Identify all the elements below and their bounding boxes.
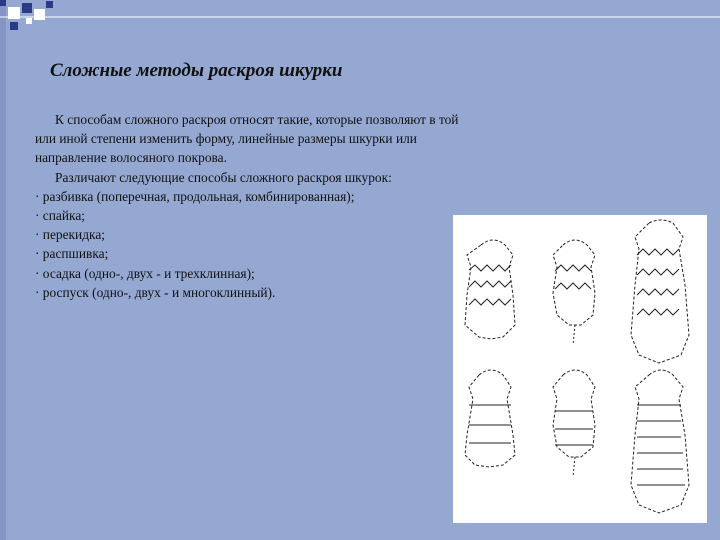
- pelt-drawing: [553, 370, 595, 477]
- methods-list: [35, 187, 465, 302]
- slide-title: Сложные методы раскроя шкурки: [50, 60, 343, 81]
- pelt-drawing: [553, 240, 595, 345]
- slide-body: [35, 110, 465, 302]
- pelt-drawing: [631, 220, 689, 363]
- pelt-drawing: [465, 370, 515, 467]
- pelt-cutting-diagram: [453, 215, 707, 523]
- intro-paragraph: К способам сложного раскроя относят такие, которые позволяют в той или иной степени изменить форму, линейные размеры шкурки или направление волосяного покрова.: [35, 112, 459, 166]
- list-item: · распшивка;: [35, 246, 109, 262]
- list-item: · роспуск (одно-, двух - и многоклинный).: [35, 284, 276, 300]
- pelt-drawing: [631, 370, 689, 513]
- list-item: · перекидка;: [35, 227, 106, 243]
- slide-left-bar: [0, 0, 6, 540]
- list-item: · разбивка (поперечная, продольная, комбинированная);: [35, 188, 355, 204]
- methods-intro: Различают следующие способы сложного раскроя шкурок:: [55, 169, 392, 185]
- pelt-drawing: [465, 240, 515, 339]
- corner-squares-decoration: [0, 0, 720, 34]
- list-item: · осадка (одно-, двух - и трехклинная);: [35, 265, 255, 281]
- list-item: · спайка;: [35, 208, 85, 224]
